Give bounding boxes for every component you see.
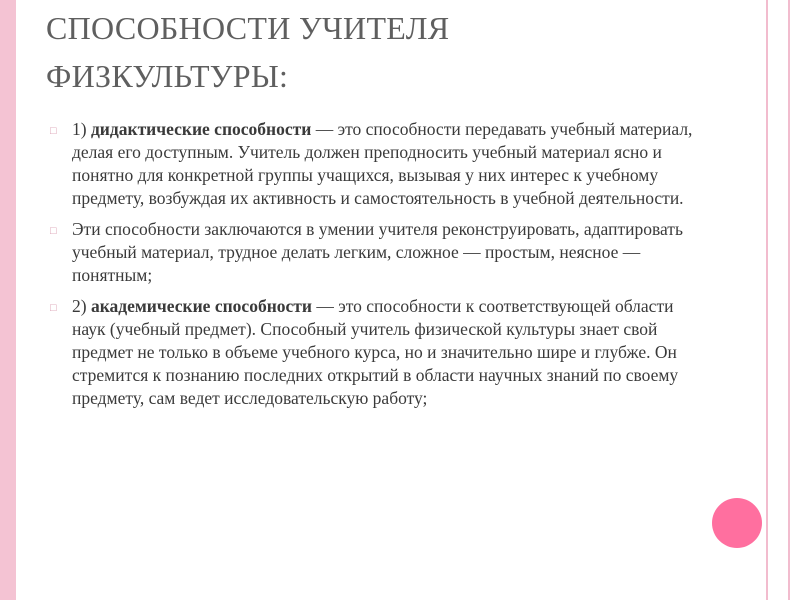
slide-title-line-1: СПОСОБНОСТИ УЧИТЕЛЯ <box>46 10 450 46</box>
bullet-square-icon: □ <box>50 125 57 137</box>
left-border-stripe <box>0 0 16 600</box>
bullet-square-icon: □ <box>50 225 57 237</box>
bullet-text: — это способности передавать учебный материал, делая его доступным. Учитель должен преподносить учебный материал ясно и понятно для конкретной группы учащихся, вызывая у них интерес к учебному предмету, возбуждая их активность и самостоятельность в учебной деятельности. <box>72 119 693 208</box>
bullet-prefix: 2) <box>72 296 91 316</box>
right-border-outer <box>790 0 800 600</box>
right-border-frame <box>766 0 790 600</box>
bullet-text: — это способности к соответствующей области наук (учебный предмет). Способный учитель физической культуры знает свой предмет не только в объеме учебного курса, но и значительно шире и глубже. Он стремится к познанию последних открытий в области научных знаний по своему предмету, сам ведет исследовательскую работу; <box>72 296 679 408</box>
decorative-pink-circle <box>712 498 762 548</box>
bullet-item-explanation <box>50 218 710 287</box>
bullet-square-icon: □ <box>50 302 57 314</box>
bullet-item-academic <box>50 295 710 410</box>
bullet-prefix: 1) <box>72 119 91 139</box>
bullet-bold-term: дидактические способности <box>90 119 312 139</box>
bullet-text: Эти способности заключаются в умении учителя реконструировать, адаптировать учебный материал, трудное делать легким, сложное — простым, неясное — понятным; <box>72 219 683 285</box>
slide-content <box>50 118 710 418</box>
bullet-item-didactic <box>50 118 710 210</box>
bullet-bold-term: академические способности <box>90 296 312 316</box>
slide-title-line-2: ФИЗКУЛЬТУРЫ: <box>46 58 289 94</box>
slide-title <box>46 4 746 100</box>
